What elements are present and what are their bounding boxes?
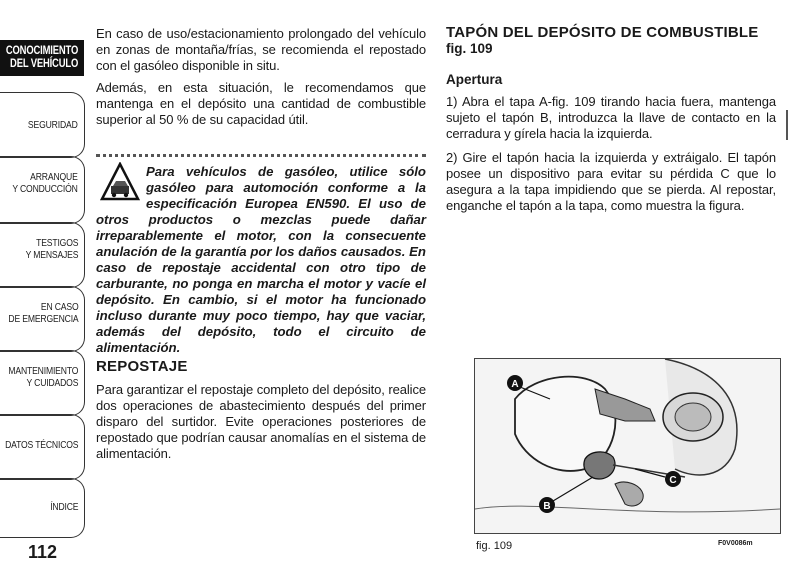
sidebar-tab-label: SEGURIDAD — [28, 119, 78, 131]
callout-a-label: A — [511, 379, 519, 390]
subhead-apertura: Apertura — [446, 72, 503, 87]
right-title-line1: TAPÓN DEL DEPÓSITO DE COMBUSTIBLE — [446, 24, 759, 41]
step-1: 1) Abra el tapa A-fig. 109 tirando hacia fuera, mantenga sujeto el tapón B, introduzca la llave de contacto en la cerradura y gírela hacia la izquierda. — [446, 94, 776, 141]
sidebar-tab-arranque[interactable] — [0, 156, 85, 224]
sidebar-tab-conocimiento[interactable] — [0, 40, 84, 76]
callout-c-label: C — [669, 475, 677, 486]
figure-109 — [474, 358, 781, 534]
section-title-repostaje: REPOSTAJE — [96, 358, 188, 375]
callout-b-label: B — [543, 501, 551, 512]
sidebar-tab-label: ARRANQUE Y CONDUCCIÓN — [12, 171, 78, 195]
sidebar-tab-emergencia[interactable] — [0, 286, 85, 352]
callout-a — [507, 375, 523, 391]
sidebar-tab-indice[interactable] — [0, 478, 85, 538]
margin-mark — [786, 110, 788, 140]
right-title-line2: fig. 109 — [446, 41, 493, 56]
sidebar-tab-label: EN CASO DE EMERGENCIA — [7, 301, 78, 325]
page-number: 112 — [28, 542, 58, 562]
warning-text-body: Para vehículos de gasóleo, utilice sólo gasóleo para automoción conforme a la especificación Europea EN590. El uso de otros productos o mezclas puede dañar irreparablemente el motor, con la consecuente anulación de la garantía por los daños causados. En caso de repostaje accidental con otro tipo de carburante, no ponga en marcha el motor y vacíe el depósito. En cambio, si el motor ha funcionado incluso durante muy poco tiempo, hay que vaciar, además del depósito, todo el circuito de alimentación. — [96, 164, 426, 355]
sidebar-tab-label: TESTIGOS Y MENSAJES — [25, 237, 78, 261]
section-text-repostaje: Para garantizar el repostaje completo del depósito, realice dos operaciones de abastecimiento después del primer disparo del surtidor. Evite operaciones posteriores de repostado que podrían causar anomalías en el sistema de alimentación. — [96, 382, 426, 461]
sidebar-tab-seguridad[interactable] — [0, 92, 85, 158]
callout-b — [539, 497, 555, 513]
fuel-cap-illustration — [475, 359, 780, 533]
figure-caption: fig. 109 — [476, 540, 513, 552]
sidebar-tab-datos[interactable] — [0, 414, 85, 480]
callout-c — [665, 471, 681, 487]
warning-icon-space — [96, 164, 146, 208]
sidebar-tab-label: CONOCIMIENTO DEL VEHÍCULO — [5, 45, 78, 70]
figure-code: F0V0086m — [718, 540, 753, 547]
sidebar-tab-label: MANTENIMIENTO Y CUIDADOS — [8, 365, 78, 389]
paragraph-2: Además, en esta situación, le recomendamos que mantenga en el depósito una cantidad de combustible superior al 50 % de su capacidad útil. — [96, 80, 426, 127]
step-2: 2) Gire el tapón hacia la izquierda y extráigalo. El tapón posee un dispositivo para evitar su pérdida C que lo asegura a la tapa impidiendo que se pierda. Al repostar, enganche el tapón a la tapa, como muestra la figura. — [446, 150, 776, 213]
warning-text — [96, 164, 426, 356]
warning-divider — [96, 154, 426, 157]
sidebar-tab-mantenimiento[interactable] — [0, 350, 85, 416]
sidebar-tab-label: DATOS TÉCNICOS — [4, 439, 78, 451]
paragraph-1: En caso de uso/estacionamiento prolongado del vehículo en zonas de montaña/frías, se recomienda el repostado con el gasóleo disponible in situ. — [96, 26, 426, 73]
sidebar-tab-testigos[interactable] — [0, 222, 85, 288]
sidebar-tab-label: ÍNDICE — [49, 501, 78, 513]
